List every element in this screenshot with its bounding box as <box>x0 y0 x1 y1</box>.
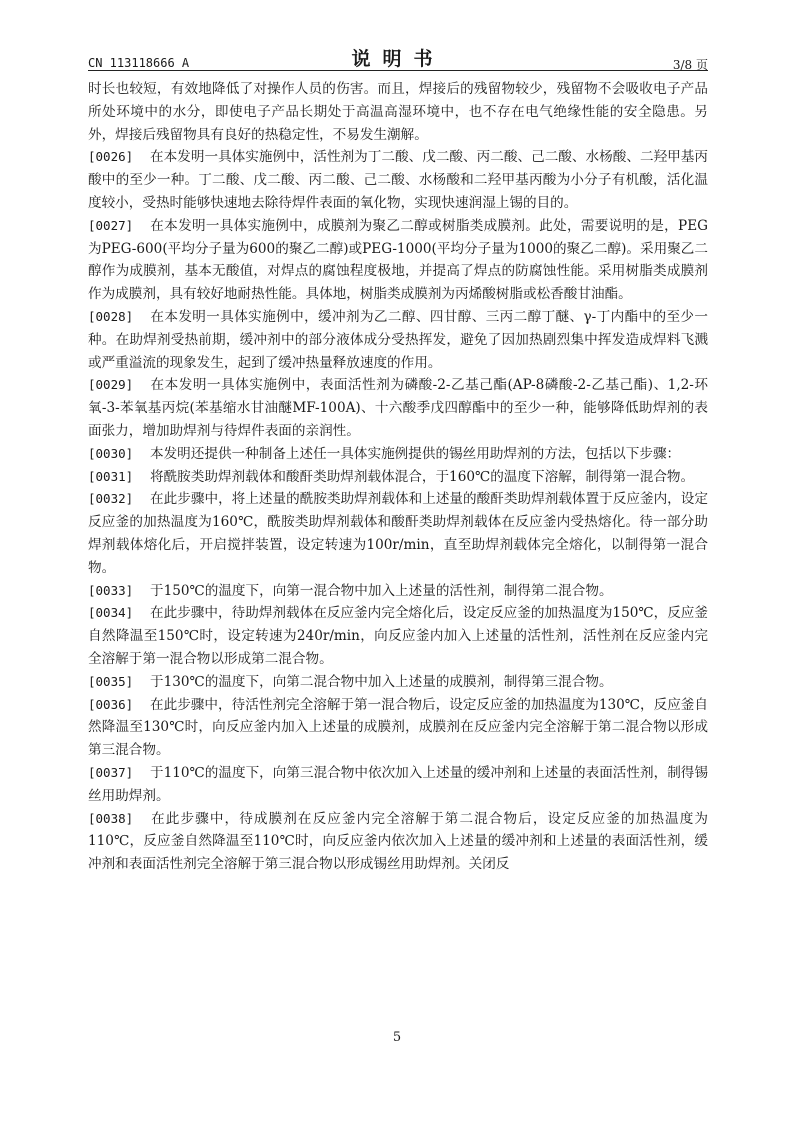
paragraph-text: 在本发明一具体实施例中，缓冲剂为乙二醇、四甘醇、三丙二醇丁醚、γ-丁内酯中的至少一种。在助焊剂受热前期，缓冲剂中的部分液体成分受热挥发，避免了因加热剧烈集中挥发造成焊料飞溅或严重溢流的现象发生，起到了缓冲热量释放速度的作用。 <box>88 308 708 371</box>
paragraph-text: 时长也较短，有效地降低了对操作人员的伤害。而且，焊接后的残留物较少，残留物不会吸收电子产品所处环境中的水分，即使电子产品长期处于高温高湿环境中，也不存在电气绝缘性能的安全隐患。另外，焊接后残留物具有良好的热稳定性，不易发生潮解。 <box>88 81 708 143</box>
paragraph <box>88 146 708 214</box>
paragraph <box>88 580 708 603</box>
header-divider <box>88 70 708 71</box>
paragraph-text: 在此步骤中，待助焊剂载体在反应釜内完全熔化后，设定反应釜的加热温度为150℃，反应釜自然降温至150℃时，设定转速为240r/min，向反应釜内加入上述量的活性剂，活性剂在反应釜内完全溶解于第一混合物以形成第二混合物。 <box>88 605 708 667</box>
paragraph-text: 在此步骤中，待活性剂完全溶解于第一混合物后，设定反应釜的加热温度为130℃，反应釜自然降温至130℃时，向反应釜内加入上述量的成膜剂，成膜剂在反应釜内完全溶解于第二混合物以形成第三混合物。 <box>88 696 708 759</box>
paragraph <box>88 808 708 876</box>
page-indicator: 3/8 页 <box>672 58 708 72</box>
paragraph-number: [0027] <box>88 217 134 233</box>
paragraph-number: [0033] <box>88 582 134 598</box>
paragraph <box>88 762 708 808</box>
paragraph-number: [0031] <box>88 468 134 484</box>
page-number: 5 <box>392 1030 402 1045</box>
paragraph-text: 在此步骤中，将上述量的酰胺类助焊剂载体和上述量的酸酐类助焊剂载体置于反应釜内，设定反应釜的加热温度为160℃，酰胺类助焊剂载体和酸酐类助焊剂载体在反应釜内受热熔化。待一部分助焊剂载体熔化后，开启搅拌装置，设定转速为100r/min，直至助焊剂载体完全熔化，以制得第一混合物。 <box>88 491 708 576</box>
paragraph-text: 于130℃的温度下，向第二混合物中加入上述量的成膜剂，制得第三混合物。 <box>150 673 613 690</box>
publication-number: CN 113118666 A <box>88 56 190 70</box>
paragraph <box>88 488 708 579</box>
paragraph-text: 在本发明一具体实施例中，成膜剂为聚乙二醇或树脂类成膜剂。此处，需要说明的是，PEG为PEG-600(平均分子量为600的聚乙二醇)或PEG-1000(平均分子量为1000的聚乙二醇)。采用聚乙二醇作为成膜剂，基本无酸值，对焊点的腐蚀程度极地，并提高了焊点的防腐蚀性能。采用树脂类成膜剂作为成膜剂，具有较好地耐热性能。具体地，树脂类成膜剂为丙烯酸树脂或松香酸甘油酯。 <box>88 217 708 303</box>
paragraph <box>88 694 708 762</box>
page-title: 说明书 <box>351 48 445 70</box>
paragraph-number: [0035] <box>88 673 134 689</box>
paragraph-number: [0026] <box>88 149 134 165</box>
paragraph <box>88 602 708 670</box>
paragraph-text: 本发明还提供一种制备上述任一具体实施例提供的锡丝用助焊剂的方法，包括以下步骤： <box>150 445 681 462</box>
paragraph-number: [0030] <box>88 445 134 461</box>
paragraph-number: [0036] <box>88 696 134 712</box>
paragraph <box>88 466 708 489</box>
paragraph <box>88 374 708 442</box>
paragraph-number: [0034] <box>88 605 134 621</box>
paragraph <box>88 671 708 694</box>
paragraph-number: [0028] <box>88 308 134 324</box>
paragraph-text: 于110℃的温度下，向第三混合物中依次加入上述量的缓冲剂和上述量的表面活性剂，制得锡丝用助焊剂。 <box>88 764 708 804</box>
paragraph-number: [0032] <box>88 491 134 507</box>
paragraph-text: 在本发明一具体实施例中，活性剂为丁二酸、戊二酸、丙二酸、己二酸、水杨酸、二羟甲基丙酸中的至少一种。丁二酸、戊二酸、丙二酸、己二酸、水杨酸和二羟甲基丙酸为小分子有机酸，活化温度较小，受热时能够快速地去除待焊件表面的氧化物，实现快速润湿上锡的目的。 <box>88 149 708 211</box>
paragraph-number: [0038] <box>88 810 134 826</box>
paragraph <box>88 215 708 306</box>
paragraph-text: 将酰胺类助焊剂载体和酸酐类助焊剂载体混合，于160℃的温度下溶解，制得第一混合物。 <box>150 468 695 485</box>
paragraph <box>88 78 708 146</box>
paragraph-number: [0029] <box>88 377 134 393</box>
paragraph-text: 在本发明一具体实施例中，表面活性剂为磷酸-2-乙基己酯(AP-8磷酸-2-乙基己酯)、1,2-环氧-3-苯氧基丙烷(苯基缩水甘油醚MF-100A)、十六酸季戊四醇酯中的至少一种，能够降低助焊剂的表面张力，增加助焊剂与待焊件表面的亲润性。 <box>88 377 708 439</box>
paragraph-number: [0037] <box>88 764 134 780</box>
document-body <box>88 78 708 876</box>
paragraph <box>88 306 708 374</box>
paragraph-text: 于150℃的温度下，向第一混合物中加入上述量的活性剂，制得第二混合物。 <box>150 582 613 599</box>
paragraph <box>88 443 708 466</box>
paragraph-text: 在此步骤中，待成膜剂在反应釜内完全溶解于第二混合物后，设定反应釜的加热温度为110℃，反应釜自然降温至110℃时，向反应釜内依次加入上述量的缓冲剂和上述量的表面活性剂，缓冲剂和表面活性剂完全溶解于第三混合物以形成锡丝用助焊剂。关闭反 <box>88 810 708 873</box>
